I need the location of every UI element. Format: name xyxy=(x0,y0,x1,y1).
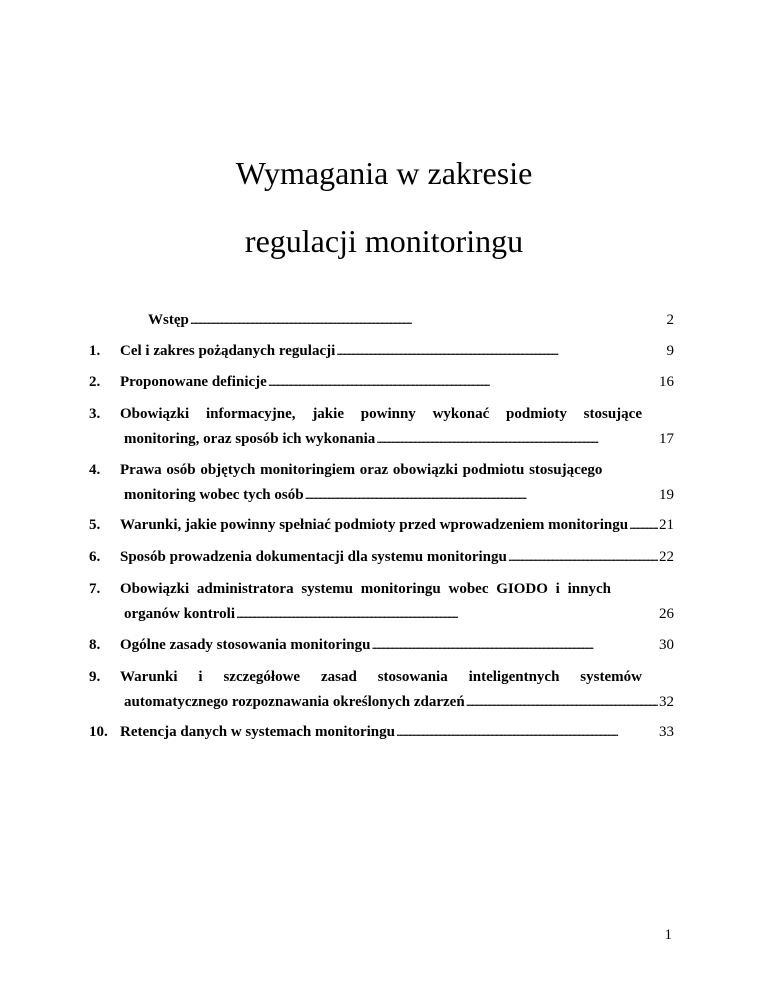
toc-entry-line-justified xyxy=(120,406,642,423)
toc-word: Obowiązki xyxy=(120,406,190,422)
toc-entry-text: Wstęp xyxy=(148,312,189,328)
toc-entry-text: Obowiązki administratora systemu monitoringu wobec GIODO i innych xyxy=(120,581,611,597)
toc-leader-dots xyxy=(236,606,658,623)
toc-entry-line xyxy=(120,637,674,654)
toc-entry-line xyxy=(120,549,674,566)
toc-entry-number: 1. xyxy=(89,343,101,359)
toc-entry-text: Prawa osób objętych monitoringiem oraz obowiązki podmiotu stosującego xyxy=(120,462,603,478)
toc-leader-dots xyxy=(466,694,658,711)
toc-entry-page: 22 xyxy=(659,549,674,565)
toc-entry-line xyxy=(120,343,674,360)
toc-entry-page: 26 xyxy=(659,606,674,622)
toc-word: informacyjne, xyxy=(205,406,296,422)
toc-leader-dots xyxy=(336,343,665,360)
toc-entry-page: 16 xyxy=(659,374,674,390)
toc-entry-text: Warunki, jakie powinny spełniać podmioty przed wprowadzeniem monitoringu xyxy=(120,517,629,533)
toc-entry-line xyxy=(120,724,674,741)
toc-word: systemów xyxy=(580,669,642,685)
toc-entry-page: 17 xyxy=(659,431,674,447)
toc-entry-number: 8. xyxy=(89,637,101,653)
toc-entry-number: 9. xyxy=(89,669,101,685)
toc-entry-text: Retencja danych w systemach monitoringu xyxy=(120,724,395,740)
toc-entry-line xyxy=(120,517,674,534)
toc-word: powinny xyxy=(360,406,416,422)
toc-entry-text: automatycznego rozpoznawania określonych zdarzeń xyxy=(124,694,465,710)
toc-entry-number: 5. xyxy=(89,517,101,533)
toc-entry-3-continuation[interactable] xyxy=(124,431,674,448)
page-number: 1 xyxy=(664,927,672,943)
toc-entry-text: Sposób prowadzenia dokumentacji dla systemu monitoringu xyxy=(120,549,507,565)
toc-entry-page: 2 xyxy=(666,312,674,328)
toc-leader-dots xyxy=(190,312,666,329)
toc-entry-text: organów kontroli xyxy=(124,606,235,622)
toc-entry-page: 32 xyxy=(659,694,674,710)
toc-entry-page: 9 xyxy=(666,343,674,359)
toc-entry-text: monitoring, oraz sposób ich wykonania xyxy=(124,431,376,447)
toc-word: stosujące xyxy=(583,406,642,422)
toc-leader-dots xyxy=(371,637,658,654)
toc-leader-dots xyxy=(376,431,658,448)
document-title-line-2: regulacji monitoringu xyxy=(244,223,524,259)
toc-entry-4-continuation[interactable] xyxy=(124,487,674,504)
toc-leader-dots xyxy=(268,374,658,391)
toc-word: zasad xyxy=(320,669,357,685)
toc-entry-page: 19 xyxy=(659,487,674,503)
toc-entry-number: 7. xyxy=(89,581,101,597)
toc-entry-text: monitoring wobec tych osób xyxy=(124,487,304,503)
toc-entry-number: 10. xyxy=(89,724,108,740)
toc-entry-number: 6. xyxy=(89,549,101,565)
toc-entry-7-continuation[interactable] xyxy=(124,606,674,623)
toc-entry-text: Cel i zakres pożądanych regulacji xyxy=(120,343,336,359)
toc-entry-text: Ogólne zasady stosowania monitoringu xyxy=(120,637,371,653)
toc-leader-dots xyxy=(396,724,658,741)
toc-leader-dots xyxy=(305,487,658,504)
toc-leader-dots xyxy=(508,549,658,566)
toc-entry-line xyxy=(120,462,674,479)
toc-entry-9-continuation[interactable] xyxy=(124,694,674,711)
toc-entry-text: Proponowane definicje xyxy=(120,374,267,390)
toc-entry-page: 33 xyxy=(659,724,674,740)
document-title-line-1: Wymagania w zakresie xyxy=(235,155,533,191)
toc-entry-line xyxy=(120,581,674,598)
toc-word: Warunki xyxy=(120,669,178,685)
toc-word: i xyxy=(198,669,203,685)
toc-entry-number: 4. xyxy=(89,462,101,478)
toc-word: podmioty xyxy=(506,406,567,422)
toc-entry-number: 2. xyxy=(89,374,101,390)
toc-entry-page: 21 xyxy=(659,517,674,533)
toc-word: szczegółowe xyxy=(223,669,301,685)
toc-word: jakie xyxy=(312,406,344,422)
toc-entry-line-justified xyxy=(120,669,642,686)
toc-entry-page: 30 xyxy=(659,637,674,653)
toc-entry-intro[interactable] xyxy=(148,312,674,329)
toc-entry-line xyxy=(120,374,674,391)
toc-word: stosowania xyxy=(377,669,448,685)
toc-leader-dots xyxy=(629,517,658,534)
toc-word: inteligentnych xyxy=(468,669,560,685)
toc-word: wykonać xyxy=(432,406,490,422)
toc-entry-number: 3. xyxy=(89,406,101,422)
